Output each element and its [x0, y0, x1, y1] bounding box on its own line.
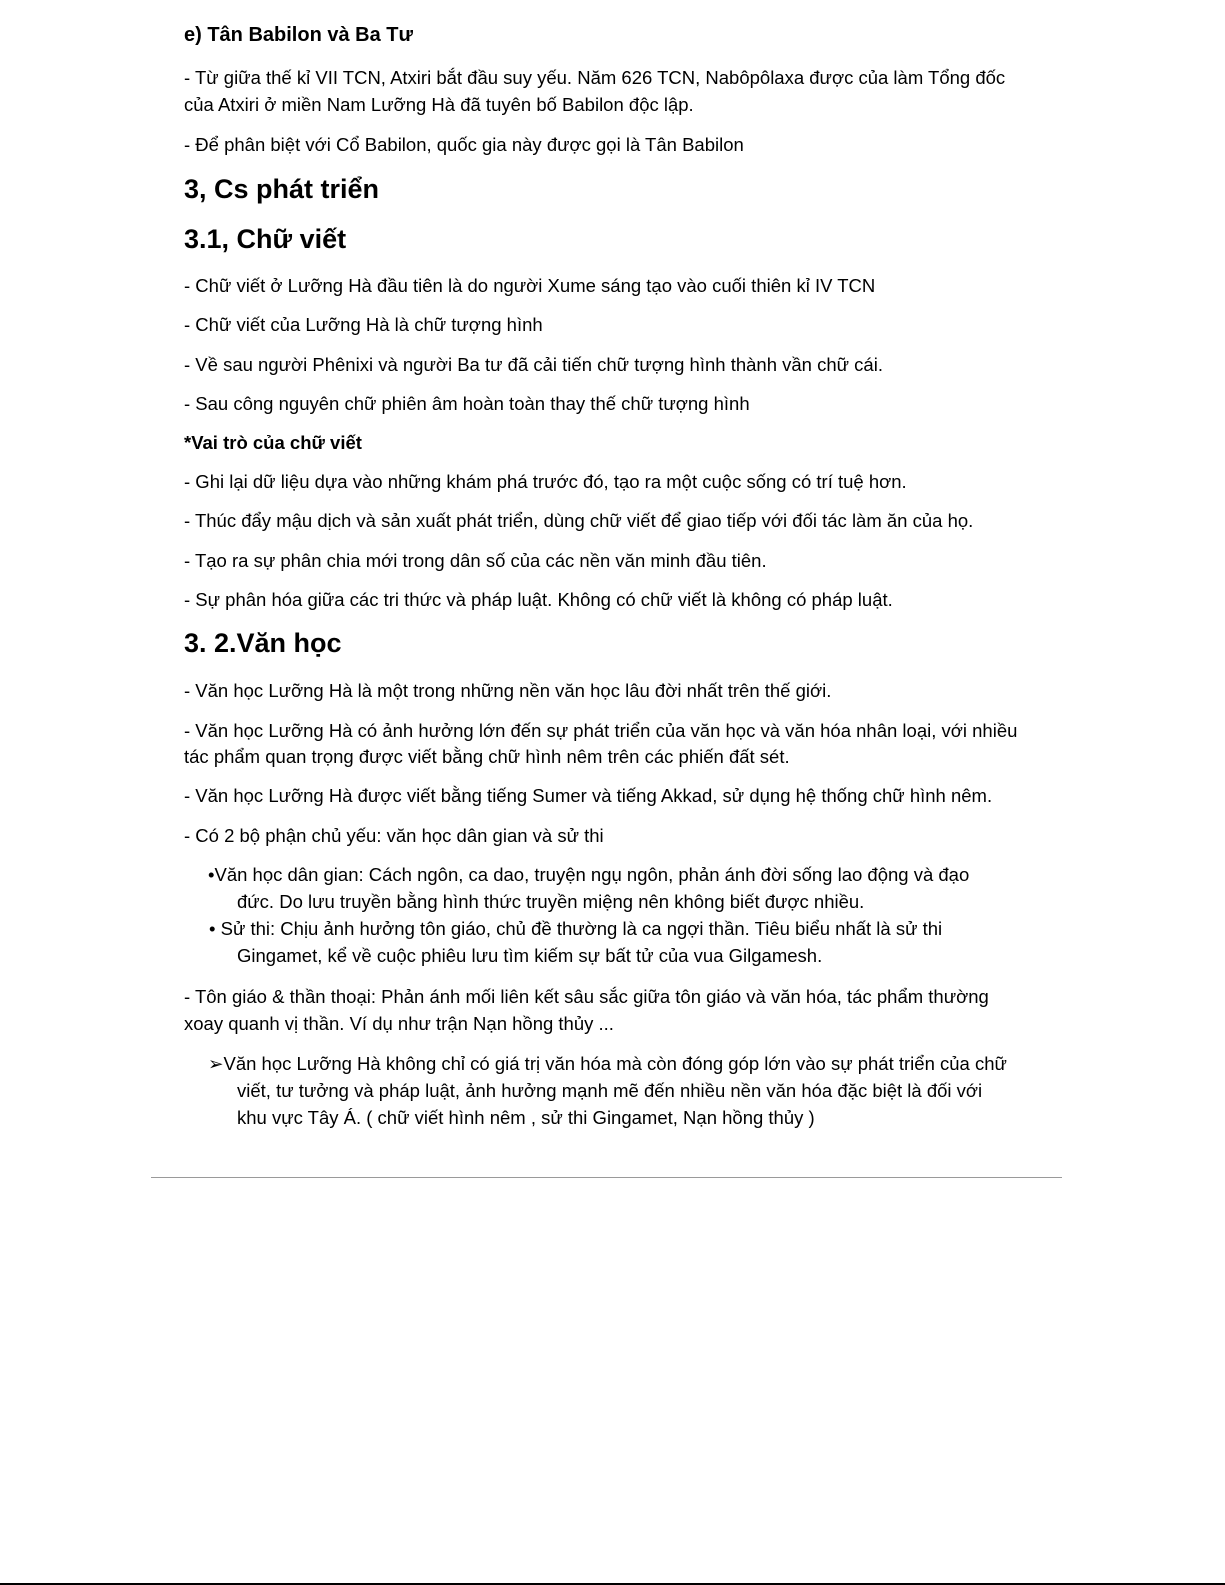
bullet-folk-line2: đức. Do lưu truyền bằng hình thức truyền miệng nên không biết được nhiều. — [237, 891, 865, 912]
conclusion-line3: khu vực Tây Á. ( chữ viết hình nêm , sử thi Gingamet, Nạn hồng thủy ) — [237, 1107, 815, 1128]
section-e-heading: e) Tân Babilon và Ba Tư — [184, 24, 413, 46]
literature-para-2-line1: - Văn học Lưỡng Hà có ảnh hưởng lớn đến sự phát triển của văn học và văn hóa nhân loại, với nhiều — [184, 720, 1018, 741]
section-3-heading: 3, Cs phát triển — [184, 174, 380, 204]
writing-item-1: - Chữ viết ở Lưỡng Hà đầu tiên là do người Xume sáng tạo vào cuối thiên kỉ IV TCN — [184, 275, 876, 296]
writing-item-4: - Sau công nguyên chữ phiên âm hoàn toàn thay thế chữ tượng hình — [184, 393, 750, 414]
writing-role-item-4: - Sự phân hóa giữa các tri thức và pháp luật. Không có chữ viết là không có pháp luật. — [184, 589, 893, 610]
literature-para-1: - Văn học Lưỡng Hà là một trong những nền văn học lâu đời nhất trên thế giới. — [184, 680, 832, 701]
writing-item-2: - Chữ viết của Lưỡng Hà là chữ tượng hình — [184, 314, 543, 335]
writing-role-item-2: - Thúc đẩy mậu dịch và sản xuất phát triển, dùng chữ viết để giao tiếp với đối tác làm ăn của họ. — [184, 510, 974, 531]
section-e-para1-line2: của Atxiri ở miền Nam Lưỡng Hà đã tuyên bố Babilon độc lập. — [184, 94, 694, 115]
section-3-1-heading: 3.1, Chữ viết — [184, 224, 347, 254]
section-e-para2: - Để phân biệt với Cổ Babilon, quốc gia này được gọi là Tân Babilon — [184, 134, 744, 155]
literature-para-5-line1: - Tôn giáo & thần thoại: Phản ánh mối liên kết sâu sắc giữa tôn giáo và văn hóa, tác phẩm thường — [184, 986, 989, 1007]
literature-para-3: - Văn học Lưỡng Hà được viết bằng tiếng Sumer và tiếng Akkad, sử dụng hệ thống chữ hình nêm. — [184, 785, 993, 806]
bullet-epic-line2: Gingamet, kể về cuộc phiêu lưu tìm kiếm sự bất tử của vua Gilgamesh. — [237, 945, 823, 966]
literature-para-5-line2: xoay quanh vị thần. Ví dụ như trận Nạn hồng thủy ... — [184, 1013, 614, 1034]
horizontal-divider — [151, 1177, 1062, 1178]
conclusion-line2: viết, tư tưởng và pháp luật, ảnh hưởng mạnh mẽ đến nhiều nền văn hóa đặc biệt là đối với — [237, 1080, 983, 1101]
writing-item-3: - Về sau người Phênixi và người Ba tư đã cải tiến chữ tượng hình thành vần chữ cái. — [184, 354, 883, 375]
literature-bullets — [208, 861, 1008, 969]
literature-para-4: - Có 2 bộ phận chủ yếu: văn học dân gian và sử thi — [184, 825, 604, 846]
writing-role-item-3: - Tạo ra sự phân chia mới trong dân số của các nền văn minh đầu tiên. — [184, 550, 767, 571]
literature-conclusion — [208, 1050, 1008, 1131]
writing-role-item-1: - Ghi lại dữ liệu dựa vào những khám phá trước đó, tạo ra một cuộc sống có trí tuệ hơn. — [184, 471, 907, 492]
section-3-2-heading: 3. 2.Văn học — [184, 628, 342, 658]
writing-role-heading: *Vai trò của chữ viết — [184, 432, 362, 453]
bullet-folk-line1: •Văn học dân gian: Cách ngôn, ca dao, truyện ngụ ngôn, phản ánh đời sống lao động và đạo — [208, 864, 970, 885]
section-e-para1-line1: - Từ giữa thế kỉ VII TCN, Atxiri bắt đầu suy yếu. Năm 626 TCN, Nabôpôlaxa được của làm Tổng đốc — [184, 67, 1006, 88]
bullet-epic-line1: • Sử thi: Chịu ảnh hưởng tôn giáo, chủ đề thường là ca ngợi thần. Tiêu biểu nhất là sử thi — [209, 918, 943, 939]
conclusion-line1: ➢Văn học Lưỡng Hà không chỉ có giá trị văn hóa mà còn đóng góp lớn vào sự phát triển của chữ — [208, 1053, 1007, 1074]
literature-para-2-line2: tác phẩm quan trọng được viết bằng chữ hình nêm trên các phiến đất sét. — [184, 746, 790, 767]
